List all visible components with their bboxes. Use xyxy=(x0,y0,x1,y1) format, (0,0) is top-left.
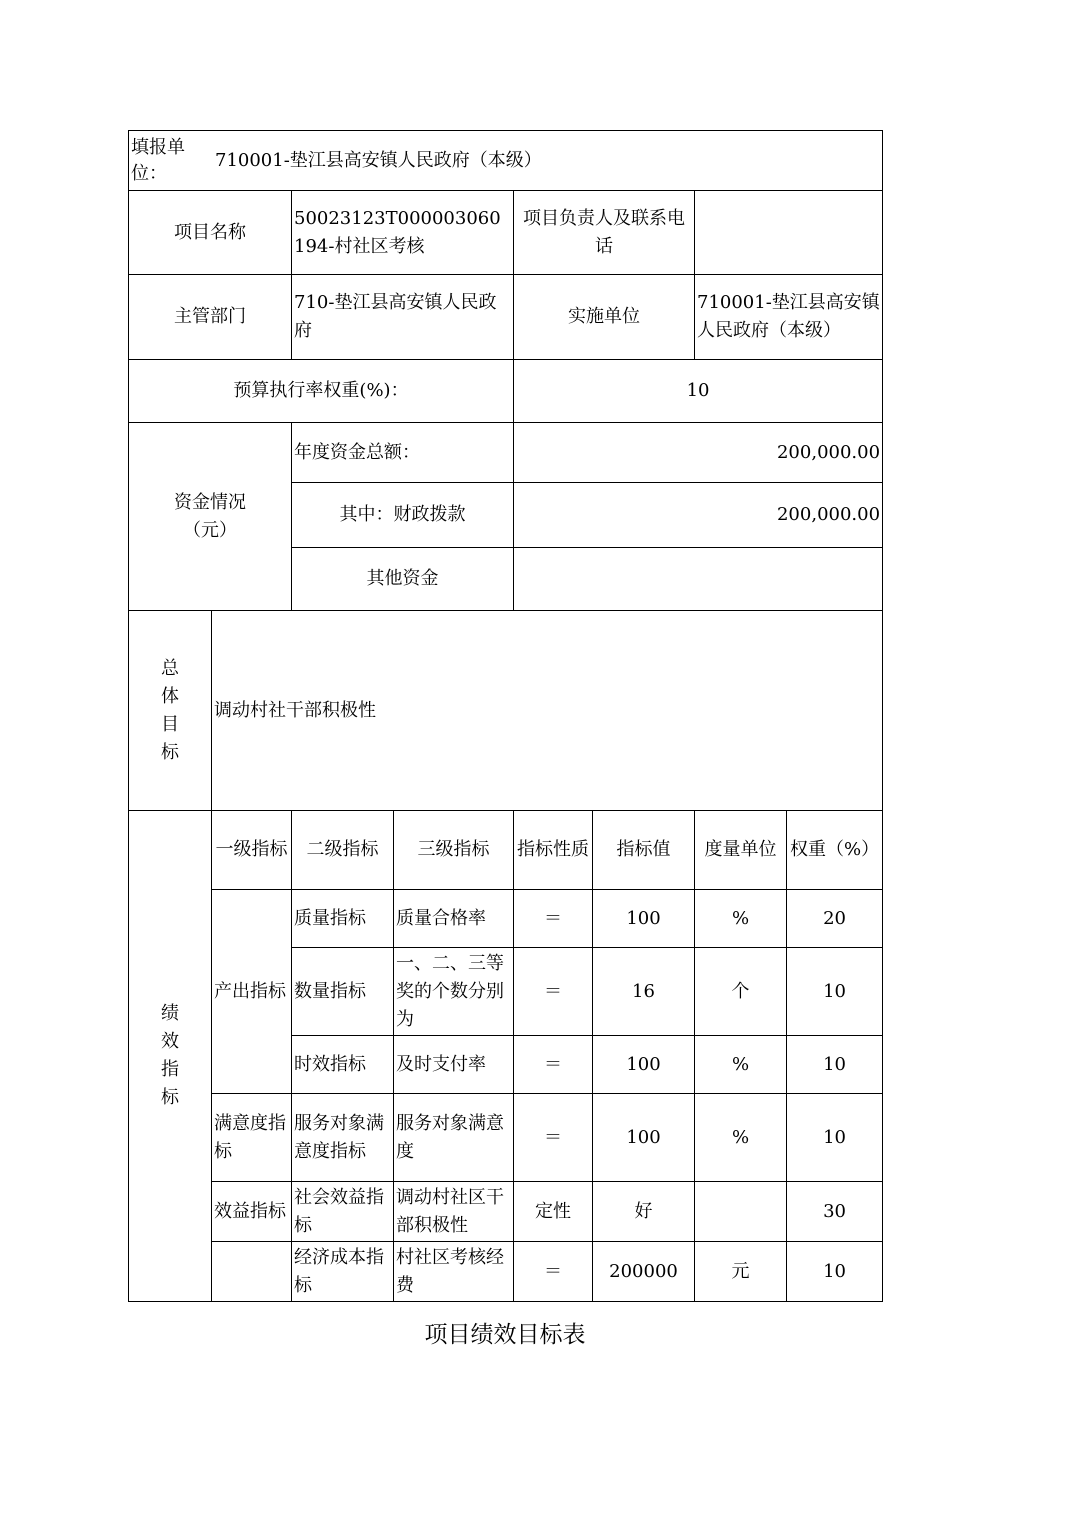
nature-cell: ＝ xyxy=(514,948,593,1036)
indicators-label-char: 标 xyxy=(161,1087,179,1108)
funds-other-value xyxy=(514,548,883,611)
value-cell: 100 xyxy=(593,1094,695,1182)
indicators-label xyxy=(129,811,212,1302)
level2-cell: 时效指标 xyxy=(292,1036,394,1094)
group-empty-cell xyxy=(212,1242,292,1302)
nature-cell: ＝ xyxy=(514,1094,593,1182)
budget-weight-row xyxy=(129,360,883,423)
budget-weight-value: 10 xyxy=(514,360,883,423)
performance-target-table xyxy=(128,130,883,1302)
unit-cell: 元 xyxy=(695,1242,787,1302)
unit-cell: % xyxy=(695,890,787,948)
department-value: 710-垫江县高安镇人民政府 xyxy=(292,275,514,360)
budget-weight-label: 预算执行率权重(%)： xyxy=(129,360,514,423)
table-row xyxy=(129,1182,883,1242)
nature-cell: ＝ xyxy=(514,1036,593,1094)
weight-cell: 30 xyxy=(787,1182,883,1242)
header-value: 指标值 xyxy=(593,811,695,890)
header-weight: 权重（%） xyxy=(787,811,883,890)
project-name-row xyxy=(129,191,883,275)
weight-cell: 10 xyxy=(787,1094,883,1182)
unit-label: 填报单位： xyxy=(131,136,185,184)
funds-other-label: 其他资金 xyxy=(292,548,514,611)
unit-cell xyxy=(695,1182,787,1242)
indicators-label-char: 绩 xyxy=(161,1003,179,1024)
level2-cell: 数量指标 xyxy=(292,948,394,1036)
table-row xyxy=(129,1094,883,1182)
department-label: 主管部门 xyxy=(129,275,292,360)
project-leader-value xyxy=(695,191,883,275)
header-level1: 一级指标 xyxy=(212,811,292,890)
value-cell: 200000 xyxy=(593,1242,695,1302)
project-name-label: 项目名称 xyxy=(129,191,292,275)
header-level3: 三级指标 xyxy=(394,811,514,890)
level3-cell: 服务对象满意度 xyxy=(394,1094,514,1182)
level3-cell: 及时支付率 xyxy=(394,1036,514,1094)
header-unit: 度量单位 xyxy=(695,811,787,890)
goal-label-char: 目 xyxy=(161,713,179,735)
unit-cell xyxy=(129,131,883,191)
weight-cell: 10 xyxy=(787,948,883,1036)
level2-cell: 经济成本指标 xyxy=(292,1242,394,1302)
implementer-value: 710001-垫江县高安镇人民政府（本级） xyxy=(695,275,883,360)
goal-text: 调动村社干部积极性 xyxy=(212,611,883,811)
group-output: 产出指标 xyxy=(212,890,292,1094)
group-benefit: 效益指标 xyxy=(212,1182,292,1242)
level2-cell: 质量指标 xyxy=(292,890,394,948)
department-row xyxy=(129,275,883,360)
table-row xyxy=(129,1242,883,1302)
header-nature: 指标性质 xyxy=(514,811,593,890)
unit-cell: 个 xyxy=(695,948,787,1036)
project-name-value: 50023123T000003060194-村社区考核 xyxy=(292,191,514,275)
goal-label-char: 标 xyxy=(161,741,179,763)
funds-fiscal-value: 200,000.00 xyxy=(514,483,883,548)
nature-cell: ＝ xyxy=(514,890,593,948)
indicators-label-char: 指 xyxy=(161,1059,179,1080)
goal-row xyxy=(129,611,883,811)
weight-cell: 10 xyxy=(787,1036,883,1094)
level3-cell: 村社区考核经费 xyxy=(394,1242,514,1302)
table-row xyxy=(129,890,883,948)
indicators-label-char: 效 xyxy=(161,1031,179,1052)
nature-cell: ＝ xyxy=(514,1242,593,1302)
unit-cell: % xyxy=(695,1036,787,1094)
header-row xyxy=(129,131,883,191)
funds-total-row xyxy=(129,423,883,483)
weight-cell: 10 xyxy=(787,1242,883,1302)
value-cell: 好 xyxy=(593,1182,695,1242)
funds-fiscal-label: 其中：财政拨款 xyxy=(292,483,514,548)
level3-cell: 质量合格率 xyxy=(394,890,514,948)
goal-label-char: 总 xyxy=(161,657,179,679)
header-level2: 二级指标 xyxy=(292,811,394,890)
goal-label-char: 体 xyxy=(161,685,179,707)
project-leader-label: 项目负责人及联系电话 xyxy=(514,191,695,275)
unit-value: 710001-垫江县高安镇人民政府（本级） xyxy=(215,149,542,171)
funds-label-text: 资金情况（元） xyxy=(174,491,246,541)
value-cell: 16 xyxy=(593,948,695,1036)
level3-cell: 调动村社区干部积极性 xyxy=(394,1182,514,1242)
funds-total-label: 年度资金总额： xyxy=(292,423,514,483)
funds-total-value: 200,000.00 xyxy=(514,423,883,483)
group-satisfaction: 满意度指标 xyxy=(212,1094,292,1182)
funds-label xyxy=(129,423,292,611)
weight-cell: 20 xyxy=(787,890,883,948)
indicator-header-row xyxy=(129,811,883,890)
implementer-label: 实施单位 xyxy=(514,275,695,360)
level3-cell: 一、二、三等奖的个数分别为 xyxy=(394,948,514,1036)
value-cell: 100 xyxy=(593,1036,695,1094)
value-cell: 100 xyxy=(593,890,695,948)
nature-cell: 定性 xyxy=(514,1182,593,1242)
table-caption: 项目绩效目标表 xyxy=(424,1322,586,1348)
level2-cell: 社会效益指标 xyxy=(292,1182,394,1242)
level2-cell: 服务对象满意度指标 xyxy=(292,1094,394,1182)
goal-label xyxy=(129,611,212,811)
unit-cell: % xyxy=(695,1094,787,1182)
